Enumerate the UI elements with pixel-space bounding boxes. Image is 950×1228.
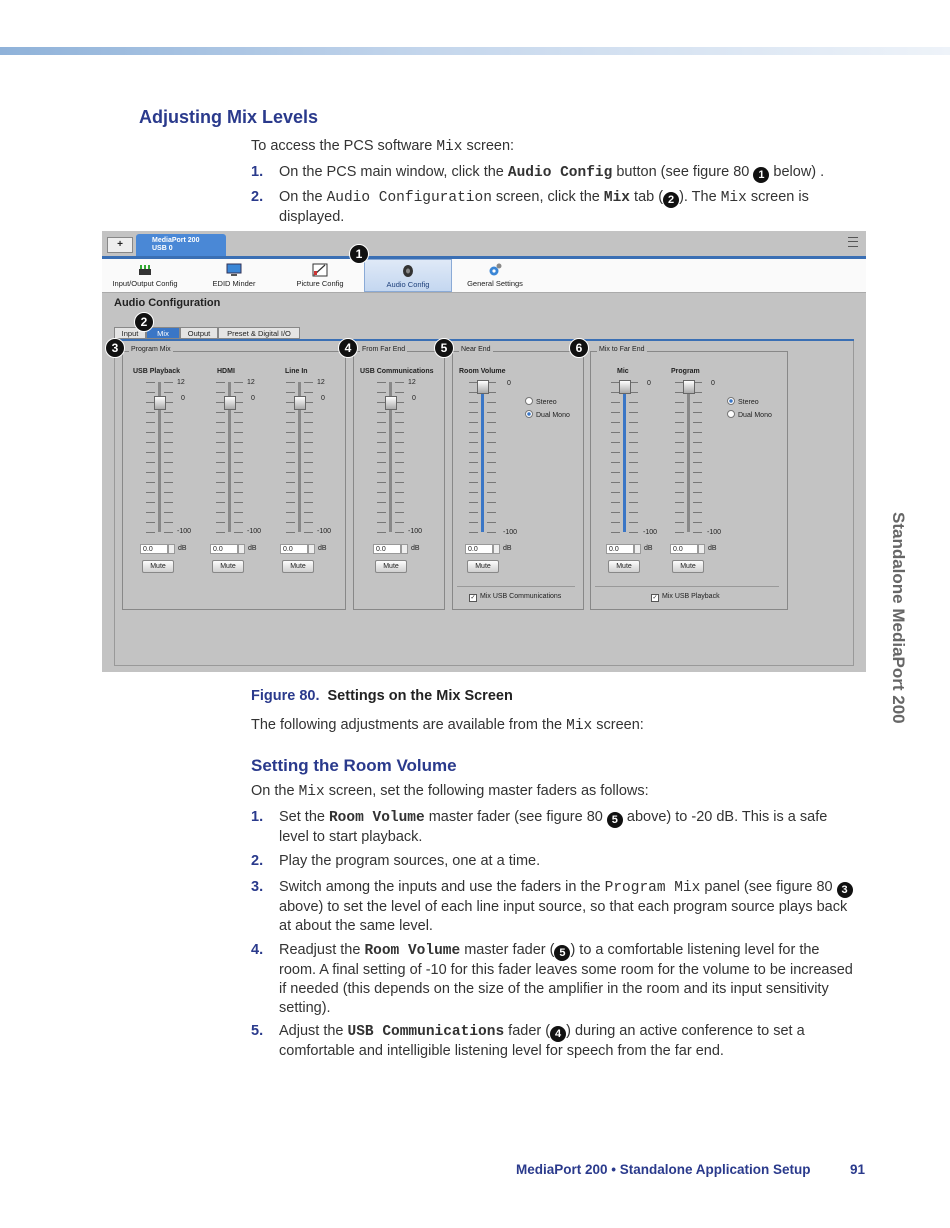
fader-tick bbox=[395, 392, 404, 393]
fader-tick bbox=[377, 472, 386, 473]
tab-output[interactable]: Output bbox=[180, 327, 218, 339]
fader-tick bbox=[377, 532, 386, 533]
fader-knob[interactable] bbox=[619, 380, 631, 394]
callout-badge: 1 bbox=[753, 167, 769, 183]
list-item: 2. On the Audio Configuration screen, click the Mix tab ( 2 ). The Mix screen is displayed. bbox=[251, 189, 809, 225]
callout-badge: 4 bbox=[550, 1026, 566, 1042]
fader-tick bbox=[487, 462, 496, 463]
list-item: 1. On the PCS main window, click the Audio Config button (see figure 80 1 below) . bbox=[251, 164, 825, 181]
fader-tick bbox=[487, 502, 496, 503]
spinner-arrows[interactable] bbox=[168, 544, 175, 554]
main-toolbar bbox=[102, 259, 866, 293]
fader-tick bbox=[629, 522, 638, 523]
fader-tick bbox=[304, 462, 313, 463]
fader-tick bbox=[286, 452, 295, 453]
fader-tick bbox=[216, 522, 225, 523]
device-sub: USB 0 bbox=[152, 245, 173, 252]
fader-tick bbox=[216, 462, 225, 463]
fader-tick bbox=[469, 502, 478, 503]
fader-tick bbox=[469, 492, 478, 493]
fader-knob[interactable] bbox=[294, 396, 306, 410]
fader-tick bbox=[164, 422, 173, 423]
fader-tick bbox=[693, 432, 702, 433]
fader-tick bbox=[629, 432, 638, 433]
fader-tick bbox=[611, 452, 620, 453]
room-volume-mute-button[interactable]: Mute bbox=[467, 560, 499, 573]
fader-knob[interactable] bbox=[683, 380, 695, 394]
line-in-value[interactable]: 0.0 bbox=[280, 544, 308, 554]
fader-tick bbox=[611, 402, 620, 403]
fader-tick bbox=[675, 422, 684, 423]
fader-tick bbox=[675, 502, 684, 503]
fader-tick bbox=[286, 502, 295, 503]
fader-tick bbox=[164, 382, 173, 383]
fader-tick bbox=[611, 512, 620, 513]
fader-tick bbox=[611, 442, 620, 443]
fader-tick bbox=[629, 482, 638, 483]
fader-tick bbox=[377, 462, 386, 463]
fader-tick bbox=[693, 402, 702, 403]
fader-tick bbox=[487, 522, 496, 523]
fader-tick bbox=[487, 482, 496, 483]
fader-tick bbox=[146, 412, 155, 413]
fader-tick bbox=[487, 512, 496, 513]
from-far-end-panel: From Far End USB Communications 12 0 -100 0.0 dB Mute bbox=[353, 351, 445, 610]
callout-2: 2 bbox=[134, 312, 154, 332]
fader-tick bbox=[693, 472, 702, 473]
fader-tick bbox=[234, 392, 243, 393]
fader-tick bbox=[146, 512, 155, 513]
fader-tick bbox=[286, 442, 295, 443]
mic-value[interactable]: 0.0 bbox=[606, 544, 634, 554]
fader-tick bbox=[304, 522, 313, 523]
fader-tick bbox=[304, 532, 313, 533]
fader-tick bbox=[693, 462, 702, 463]
dual-mono-radio[interactable]: Dual Mono bbox=[525, 410, 570, 419]
usb-playback-mute-button[interactable]: Mute bbox=[142, 560, 174, 573]
fader-tick bbox=[629, 492, 638, 493]
footer-title: MediaPort 200 • Standalone Application Setup bbox=[516, 1162, 811, 1177]
room-volume-intro: On the Mix screen, set the following master faders as follows: bbox=[251, 783, 649, 800]
fader-tick bbox=[216, 492, 225, 493]
fader-tick bbox=[304, 432, 313, 433]
callout-4: 4 bbox=[338, 338, 358, 358]
fader-tick bbox=[377, 442, 386, 443]
fader-tick bbox=[164, 522, 173, 523]
fader-tick bbox=[377, 432, 386, 433]
dual-mono-radio[interactable]: Dual Mono bbox=[727, 410, 772, 419]
adjustments-text: The following adjustments are available from the Mix screen: bbox=[251, 717, 644, 734]
screen-title: Audio Configuration bbox=[114, 297, 221, 309]
fader-tick bbox=[395, 492, 404, 493]
fader-tick bbox=[693, 422, 702, 423]
menu-icon[interactable] bbox=[848, 237, 858, 247]
fader-tick bbox=[487, 452, 496, 453]
fader-tick bbox=[377, 502, 386, 503]
fader-tick bbox=[469, 402, 478, 403]
fader-tick bbox=[234, 442, 243, 443]
fader-tick bbox=[469, 432, 478, 433]
fader-tick bbox=[675, 512, 684, 513]
fader-tick bbox=[395, 482, 404, 483]
fader-tick bbox=[395, 522, 404, 523]
tab-mix[interactable]: Mix bbox=[146, 327, 180, 339]
fader-tick bbox=[675, 492, 684, 493]
fader-tick bbox=[164, 442, 173, 443]
fader-tick bbox=[469, 462, 478, 463]
fader-tick bbox=[146, 522, 155, 523]
header-band bbox=[0, 47, 950, 55]
fader-tick bbox=[164, 452, 173, 453]
callout-5: 5 bbox=[434, 338, 454, 358]
edid-minder-button[interactable]: EDID Minder bbox=[194, 259, 274, 292]
intro-text: To access the PCS software Mix screen: bbox=[251, 138, 515, 155]
fader-tick bbox=[469, 412, 478, 413]
fader-tick bbox=[629, 442, 638, 443]
fader-tick bbox=[469, 482, 478, 483]
device-tab[interactable] bbox=[136, 234, 226, 256]
fader-tick bbox=[693, 492, 702, 493]
section-heading-room-volume: Setting the Room Volume bbox=[251, 756, 457, 775]
fader-tick bbox=[395, 532, 404, 533]
fader-knob[interactable] bbox=[385, 396, 397, 410]
fader-tick bbox=[164, 502, 173, 503]
list-item: 5. Adjust the USB Communications fader ( 4 ) during an active conference to set a comfortable and intelligible listening level for speech from the far end. bbox=[251, 1023, 805, 1059]
hdmi-value[interactable]: 0.0 bbox=[210, 544, 238, 554]
fader-tick bbox=[304, 512, 313, 513]
fader-tick bbox=[675, 472, 684, 473]
tab-input[interactable]: Input bbox=[114, 327, 146, 339]
fader-tick bbox=[234, 382, 243, 383]
mic-mute-button[interactable]: Mute bbox=[608, 560, 640, 573]
stereo-radio[interactable]: Stereo bbox=[727, 397, 759, 406]
fader-tick bbox=[469, 442, 478, 443]
list-item: 3. Switch among the inputs and use the faders in the Program Mix panel (see figure 80 3 above) to set the level of each line input source, so that each program source plays back at about the same level. bbox=[251, 878, 861, 938]
fader-tick bbox=[395, 442, 404, 443]
fader-tick bbox=[377, 482, 386, 483]
fader-tick bbox=[146, 532, 155, 533]
fader-tick bbox=[487, 532, 496, 533]
fader-tick bbox=[629, 502, 638, 503]
spinner-arrows[interactable] bbox=[308, 544, 315, 554]
spinner-arrows[interactable] bbox=[493, 544, 500, 554]
fader-tick bbox=[146, 432, 155, 433]
fader-tick bbox=[377, 522, 386, 523]
fader-tick bbox=[286, 412, 295, 413]
fader-tick bbox=[693, 482, 702, 483]
fader-tick bbox=[377, 492, 386, 493]
callout-badge: 5 bbox=[554, 945, 570, 961]
fader-tick bbox=[216, 422, 225, 423]
fader-tick bbox=[216, 432, 225, 433]
fader-tick bbox=[304, 392, 313, 393]
fader-tick bbox=[286, 382, 295, 383]
stereo-radio[interactable]: Stereo bbox=[525, 397, 557, 406]
fader-tick bbox=[146, 482, 155, 483]
fader-tick bbox=[164, 412, 173, 413]
fader-tick bbox=[487, 432, 496, 433]
list-item: 2. Play the program sources, one at a time. bbox=[251, 853, 541, 869]
program-mix-panel: Program Mix USB Playback 12 0 -100 0.0 dB Mute HDMI 12 0 -100 0.0 dB Mute Line In 12 0 -100 0.0 dB Mute bbox=[122, 351, 346, 610]
fader-tick bbox=[234, 462, 243, 463]
fader-tick bbox=[629, 402, 638, 403]
fader-tick bbox=[216, 382, 225, 383]
monitor-icon bbox=[226, 263, 242, 277]
fader-tick bbox=[234, 492, 243, 493]
fader-tick bbox=[234, 482, 243, 483]
callout-6: 6 bbox=[569, 338, 589, 358]
fader-tick bbox=[693, 412, 702, 413]
fader-tick bbox=[304, 502, 313, 503]
fader-tick bbox=[675, 532, 684, 533]
fader-track bbox=[687, 382, 690, 532]
fader-tick bbox=[304, 492, 313, 493]
fader-tick bbox=[469, 422, 478, 423]
fader-tick bbox=[164, 432, 173, 433]
mix-usb-communications-checkbox[interactable]: ✓ Mix USB Communications bbox=[470, 593, 562, 601]
side-tab-label: Standalone MediaPort 200 bbox=[889, 512, 908, 724]
spinner-arrows[interactable] bbox=[634, 544, 641, 554]
mix-usb-playback-checkbox[interactable]: ✓ Mix USB Playback bbox=[652, 593, 720, 601]
fader-tick bbox=[487, 412, 496, 413]
fader-tick bbox=[286, 512, 295, 513]
audio-config-button[interactable]: Audio Config bbox=[364, 259, 452, 292]
fader-tick bbox=[304, 442, 313, 443]
page-number: 91 bbox=[850, 1162, 866, 1177]
fader-tick bbox=[675, 522, 684, 523]
fader-knob[interactable] bbox=[477, 380, 489, 394]
fader-tick bbox=[395, 422, 404, 423]
fader-tick bbox=[487, 442, 496, 443]
section-heading-mix-levels: Adjusting Mix Levels bbox=[139, 107, 319, 127]
callout-3: 3 bbox=[105, 338, 125, 358]
fader-tick bbox=[675, 482, 684, 483]
fader-tick bbox=[611, 462, 620, 463]
fader-tick bbox=[395, 512, 404, 513]
room-volume-value[interactable]: 0.0 bbox=[465, 544, 493, 554]
fader-tick bbox=[611, 502, 620, 503]
fader-tick bbox=[164, 472, 173, 473]
fader-tick bbox=[164, 462, 173, 463]
fader-tick bbox=[377, 512, 386, 513]
picture-config-button[interactable]: Picture Config bbox=[280, 259, 360, 292]
fader-tick bbox=[234, 512, 243, 513]
speaker-icon bbox=[400, 264, 416, 278]
fader-knob[interactable] bbox=[224, 396, 236, 410]
fader-tick bbox=[146, 392, 155, 393]
fader-tick bbox=[469, 522, 478, 523]
fader-tick bbox=[216, 532, 225, 533]
fader-tick bbox=[146, 382, 155, 383]
fader-tick bbox=[487, 472, 496, 473]
fader-tick bbox=[286, 472, 295, 473]
mix-to-far-end-panel: Mix to Far End Mic 0 -100 0.0 dB Mute Program 0 -100 0.0 dB Mute Stereo Dual Mono ✓ Mix USB Playback bbox=[590, 351, 788, 610]
fader-tick bbox=[216, 392, 225, 393]
fader-tick bbox=[234, 452, 243, 453]
fader-tick bbox=[395, 452, 404, 453]
fader-tick bbox=[146, 422, 155, 423]
fader-tick bbox=[304, 382, 313, 383]
fader-tick bbox=[146, 472, 155, 473]
fader-tick bbox=[629, 532, 638, 533]
mix-screen-screenshot bbox=[102, 231, 866, 672]
callout-badge: 5 bbox=[607, 812, 623, 828]
fader-tick bbox=[675, 432, 684, 433]
fader-tick bbox=[611, 482, 620, 483]
fader-tick bbox=[216, 482, 225, 483]
fader-tick bbox=[234, 502, 243, 503]
fader-tick bbox=[164, 512, 173, 513]
fader-tick bbox=[304, 452, 313, 453]
fader-tick bbox=[377, 392, 386, 393]
fader-tick bbox=[629, 462, 638, 463]
fader-tick bbox=[377, 382, 386, 383]
fader-tick bbox=[146, 462, 155, 463]
callout-1: 1 bbox=[349, 244, 369, 264]
fader-tick bbox=[611, 412, 620, 413]
fader-tick bbox=[377, 452, 386, 453]
fader-tick bbox=[487, 492, 496, 493]
fader-tick bbox=[675, 412, 684, 413]
fader-tick bbox=[469, 472, 478, 473]
fader-tick bbox=[286, 532, 295, 533]
usb-communications-mute-button[interactable]: Mute bbox=[375, 560, 407, 573]
fader-tick bbox=[146, 502, 155, 503]
fader-tick bbox=[304, 422, 313, 423]
fader-tick bbox=[234, 522, 243, 523]
fader-tick bbox=[234, 432, 243, 433]
fader-tick bbox=[146, 442, 155, 443]
fader-tick bbox=[629, 512, 638, 513]
fader-tick bbox=[395, 432, 404, 433]
fader-tick bbox=[611, 472, 620, 473]
fader-tick bbox=[469, 532, 478, 533]
fader-tick bbox=[234, 472, 243, 473]
fader-tick bbox=[469, 452, 478, 453]
fader-tick bbox=[216, 452, 225, 453]
fader-tick bbox=[693, 522, 702, 523]
fader-tick bbox=[377, 422, 386, 423]
fader-tick bbox=[487, 422, 496, 423]
usb-communications-value[interactable]: 0.0 bbox=[373, 544, 401, 554]
io-config-icon bbox=[137, 263, 153, 277]
line-in-mute-button[interactable]: Mute bbox=[282, 560, 314, 573]
fader-tick bbox=[234, 422, 243, 423]
figure-caption: Figure 80. Settings on the Mix Screen bbox=[251, 688, 513, 704]
fader-tick bbox=[216, 442, 225, 443]
fader-tick bbox=[629, 472, 638, 473]
spinner-arrows[interactable] bbox=[401, 544, 408, 554]
input-output-config-button[interactable]: Input/Output Config bbox=[102, 259, 188, 292]
device-name: MediaPort 200 bbox=[152, 237, 200, 244]
fader-tick bbox=[164, 492, 173, 493]
fader-tick bbox=[675, 442, 684, 443]
fader-tick bbox=[146, 492, 155, 493]
general-settings-button[interactable]: General Settings bbox=[458, 259, 532, 292]
fader-tick bbox=[304, 482, 313, 483]
fader-tick bbox=[469, 512, 478, 513]
fader-tick bbox=[611, 532, 620, 533]
fader-tick bbox=[286, 492, 295, 493]
fader-tick bbox=[216, 502, 225, 503]
add-device-button[interactable]: + bbox=[107, 237, 133, 253]
program-value[interactable]: 0.0 bbox=[670, 544, 698, 554]
tab-preset-digital-io[interactable]: Preset & Digital I/O bbox=[218, 327, 300, 339]
fader-tick bbox=[146, 452, 155, 453]
fader-tick bbox=[395, 462, 404, 463]
list-item: 4. Readjust the Room Volume master fader ( 5 ) to a comfortable listening level for the room. A final setting of -10 for this fader leaves some room for the volume to be increased if needed (this depends on the size of the amplifier in the room and its input sensitivity setting). bbox=[251, 942, 853, 1016]
fader-tick bbox=[693, 532, 702, 533]
fader-tick bbox=[693, 512, 702, 513]
fader-tick bbox=[629, 412, 638, 413]
fader-tick bbox=[234, 532, 243, 533]
fader-tick bbox=[675, 462, 684, 463]
fader-tick bbox=[693, 502, 702, 503]
fader-tick bbox=[675, 452, 684, 453]
fader-tick bbox=[487, 402, 496, 403]
picture-icon bbox=[312, 263, 328, 277]
fader-tick bbox=[693, 442, 702, 443]
fader-tick bbox=[286, 432, 295, 433]
fader-tick bbox=[286, 482, 295, 483]
fader-tick bbox=[304, 472, 313, 473]
gear-icon bbox=[487, 263, 503, 277]
fader-tick bbox=[675, 402, 684, 403]
fader-tick bbox=[286, 422, 295, 423]
fader-tick bbox=[611, 522, 620, 523]
fader-tick bbox=[216, 512, 225, 513]
fader-track bbox=[481, 382, 484, 532]
callout-badge: 2 bbox=[663, 192, 679, 208]
fader-tick bbox=[395, 382, 404, 383]
fader-tick bbox=[611, 432, 620, 433]
fader-track bbox=[623, 382, 626, 532]
fader-tick bbox=[286, 522, 295, 523]
near-end-panel: Near End Room Volume 0 -100 0.0 dB Mute Stereo Dual Mono ✓ Mix USB Communications bbox=[452, 351, 584, 610]
spinner-arrows[interactable] bbox=[238, 544, 245, 554]
spinner-arrows[interactable] bbox=[698, 544, 705, 554]
callout-badge: 3 bbox=[837, 882, 853, 898]
fader-tick bbox=[395, 412, 404, 413]
usb-playback-value[interactable]: 0.0 bbox=[140, 544, 168, 554]
fader-tick bbox=[164, 392, 173, 393]
fader-tick bbox=[286, 392, 295, 393]
hdmi-mute-button[interactable]: Mute bbox=[212, 560, 244, 573]
program-mute-button[interactable]: Mute bbox=[672, 560, 704, 573]
fader-tick bbox=[395, 472, 404, 473]
fader-tick bbox=[164, 532, 173, 533]
fader-tick bbox=[693, 452, 702, 453]
fader-tick bbox=[395, 502, 404, 503]
fader-tick bbox=[216, 472, 225, 473]
fader-tick bbox=[164, 482, 173, 483]
fader-tick bbox=[234, 412, 243, 413]
fader-tick bbox=[611, 422, 620, 423]
fader-tick bbox=[629, 452, 638, 453]
fader-knob[interactable] bbox=[154, 396, 166, 410]
fader-tick bbox=[377, 412, 386, 413]
fader-tick bbox=[286, 462, 295, 463]
fader-tick bbox=[304, 412, 313, 413]
list-item: 1. Set the Room Volume master fader (see figure 80 5 above) to -20 dB. This is a safe level to start playback. bbox=[251, 809, 828, 845]
fader-tick bbox=[611, 492, 620, 493]
fader-tick bbox=[216, 412, 225, 413]
fader-tick bbox=[629, 422, 638, 423]
